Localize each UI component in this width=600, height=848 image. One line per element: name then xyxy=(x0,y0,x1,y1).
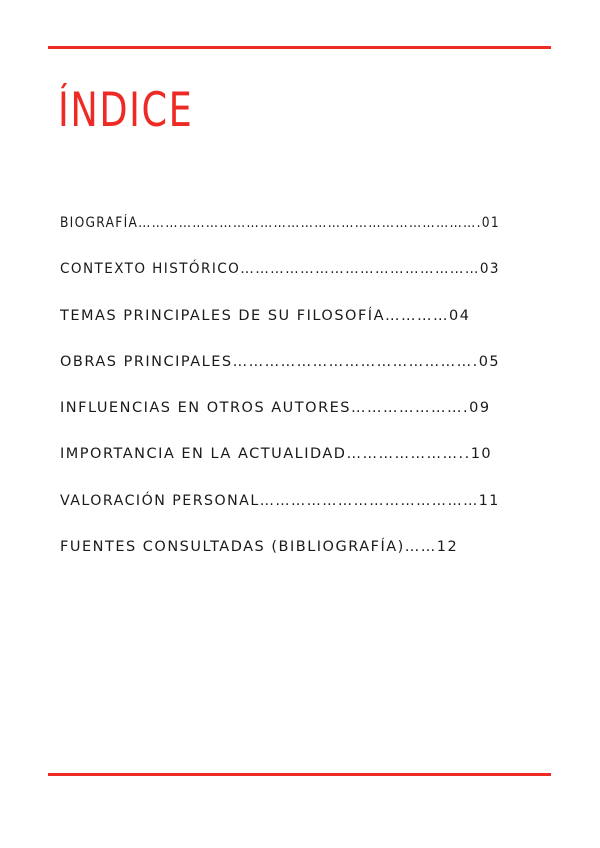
bottom-divider xyxy=(48,773,551,776)
toc-entry-text: TEMAS PRINCIPALES DE SU FILOSOFÍA…………04 xyxy=(60,307,471,324)
toc-entry-temas-principales xyxy=(60,308,500,354)
toc-entry-text: BIOGRAFÍA………………………………………………………………….01 xyxy=(60,215,500,231)
toc-entry-text: INFLUENCIAS EN OTROS AUTORES………………….09 xyxy=(60,400,491,417)
toc-entry-text: IMPORTANCIA EN LA ACTUALIDAD…………………..10 xyxy=(60,446,493,463)
page-title: ÍNDICE xyxy=(58,83,194,138)
toc-entry-importancia xyxy=(60,446,500,492)
toc-entry-influencias xyxy=(60,400,500,446)
toc-entry-biografia xyxy=(60,215,500,261)
toc-entry-valoracion-personal xyxy=(60,493,500,539)
toc-entry-text: FUENTES CONSULTADAS (BIBLIOGRAFÍA)……12 xyxy=(60,539,459,556)
toc-entry-text: OBRAS PRINCIPALES……………………………………….05 xyxy=(60,353,501,370)
toc-entry-fuentes-consultadas xyxy=(60,539,500,585)
toc-entry-text: CONTEXTO HISTÓRICO…………………………………………03 xyxy=(60,261,500,278)
toc-entry-contexto-historico xyxy=(60,261,500,307)
top-divider xyxy=(48,46,551,49)
table-of-contents xyxy=(60,215,500,585)
toc-entry-text: VALORACIÓN PERSONAL……………………………………11 xyxy=(60,492,500,509)
toc-entry-obras-principales xyxy=(60,354,500,400)
